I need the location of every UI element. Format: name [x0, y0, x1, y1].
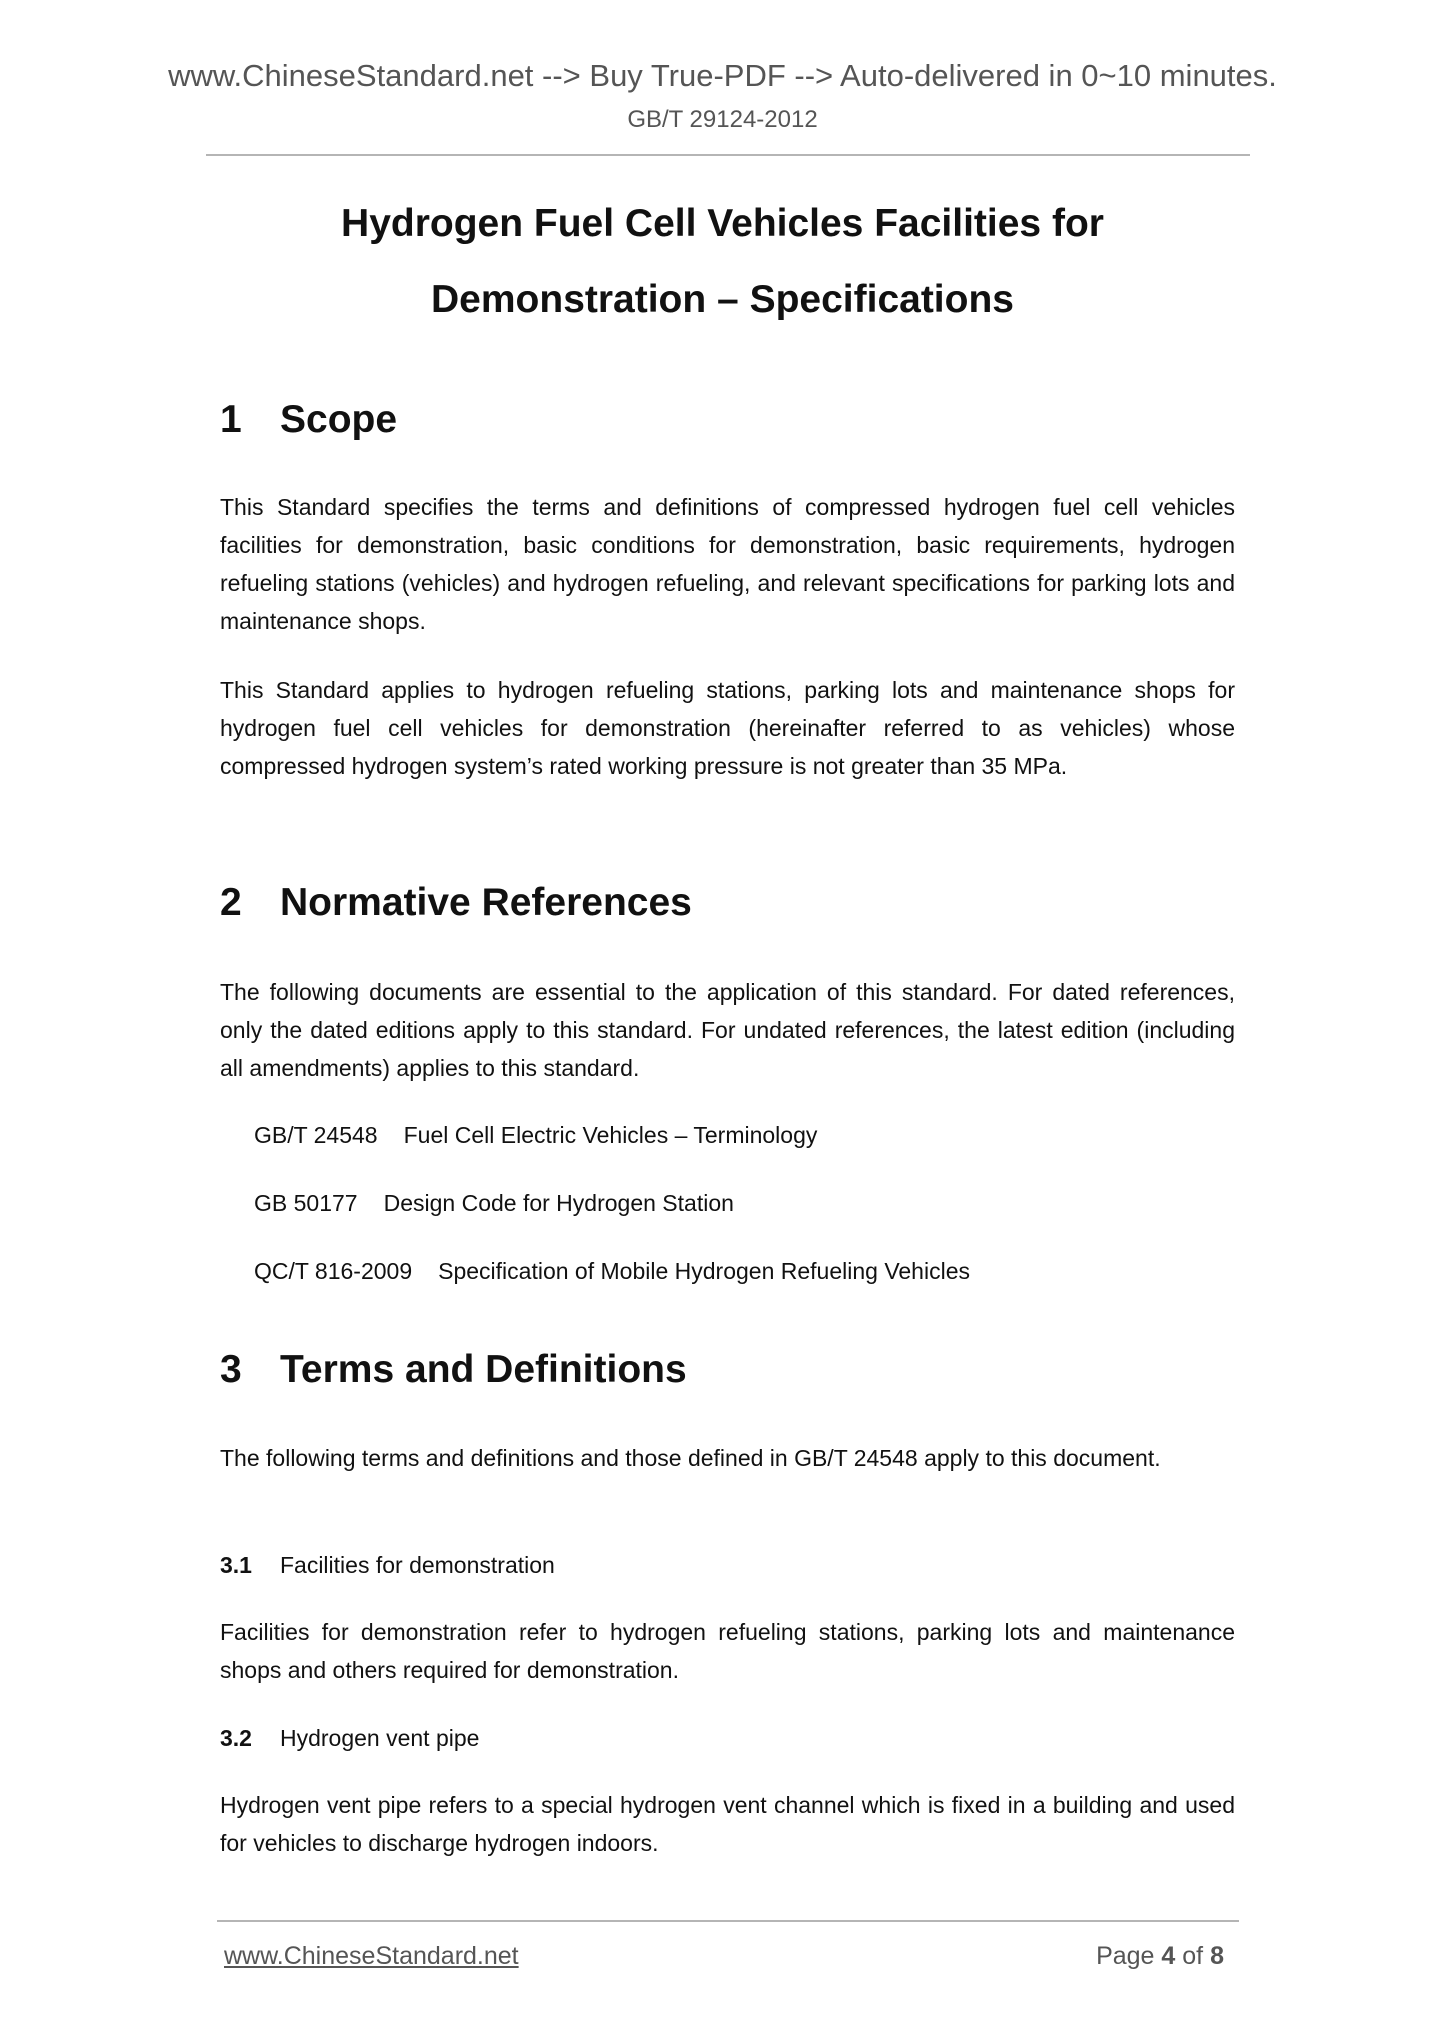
term-heading: [220, 1719, 479, 1757]
document-title-line2: Demonstration – Specifications: [431, 278, 1014, 321]
term-heading: [220, 1546, 555, 1584]
section-title: Scope: [280, 398, 398, 441]
reference-item: [254, 1184, 734, 1222]
section-title: Normative References: [280, 881, 692, 924]
section-number: 2: [220, 881, 242, 924]
term-name: Hydrogen vent pipe: [279, 1725, 480, 1751]
page-of: of: [1182, 1942, 1204, 1970]
reference-title: Specification of Mobile Hydrogen Refueling Vehicles: [438, 1258, 970, 1284]
section-title: Terms and Definitions: [280, 1348, 687, 1391]
footer-link-wrap: [224, 1942, 519, 1971]
page-total: 8: [1210, 1942, 1224, 1970]
reference-title: Design Code for Hydrogen Station: [383, 1190, 734, 1216]
term-definition: Hydrogen vent pipe refers to a special hydrogen vent channel which is fixed in a building and used for vehicles to discharge hydrogen indoors.: [220, 1792, 1235, 1856]
section-heading-terms: [220, 1348, 687, 1392]
footer-divider: [217, 1920, 1239, 1922]
standard-code: GB/T 29124-2012: [627, 106, 818, 133]
section-heading-scope: [220, 398, 397, 442]
footer-website-link[interactable]: www.ChineseStandard.net: [224, 1942, 519, 1970]
page-number: [1096, 1942, 1224, 1971]
term-number: 3.2: [220, 1725, 252, 1751]
scope-paragraph-2: This Standard applies to hydrogen refueling stations, parking lots and maintenance shops for hydrogen fuel cell vehicles for demonstration (hereinafter referred to as vehicles) whose compressed hydrogen system’s rated working pressure is not greater than 35 MPa.: [220, 677, 1235, 779]
page-prefix: Page: [1096, 1942, 1155, 1970]
page-current: 4: [1161, 1942, 1176, 1970]
term-number: 3.1: [220, 1552, 252, 1578]
scope-paragraph-1: This Standard specifies the terms and definitions of compressed hydrogen fuel cell vehicles facilities for demonstration, basic conditions for demonstration, basic requirements, hydrogen refueling stations (vehicles) and hydrogen refueling, and relevant specifications for parking lots and maintenance shops.: [220, 494, 1235, 634]
reference-item: [254, 1116, 817, 1154]
section-heading-normative-references: [220, 881, 692, 925]
reference-code: GB/T 24548: [254, 1122, 378, 1148]
reference-item: [254, 1252, 970, 1290]
reference-code: GB 50177: [254, 1190, 358, 1216]
document-title-line1: Hydrogen Fuel Cell Vehicles Facilities for: [341, 202, 1104, 245]
normative-paragraph: The following documents are essential to the application of this standard. For dated references, only the dated editions apply to this standard. For undated references, the latest edition (including all amendments) applies to this standard.: [220, 979, 1235, 1081]
header-divider: [206, 154, 1250, 156]
term-name: Facilities for demonstration: [279, 1552, 555, 1578]
reference-title: Fuel Cell Electric Vehicles – Terminology: [403, 1122, 818, 1148]
terms-paragraph: The following terms and definitions and those defined in GB/T 24548 apply to this document.: [220, 1445, 1161, 1471]
section-number: 3: [220, 1348, 242, 1391]
term-definition: Facilities for demonstration refer to hydrogen refueling stations, parking lots and maintenance shops and others required for demonstration.: [220, 1619, 1235, 1683]
reference-code: QC/T 816-2009: [254, 1258, 413, 1284]
header-banner: www.ChineseStandard.net --> Buy True-PDF --> Auto-delivered in 0~10 minutes.: [168, 58, 1277, 93]
section-number: 1: [220, 398, 242, 441]
